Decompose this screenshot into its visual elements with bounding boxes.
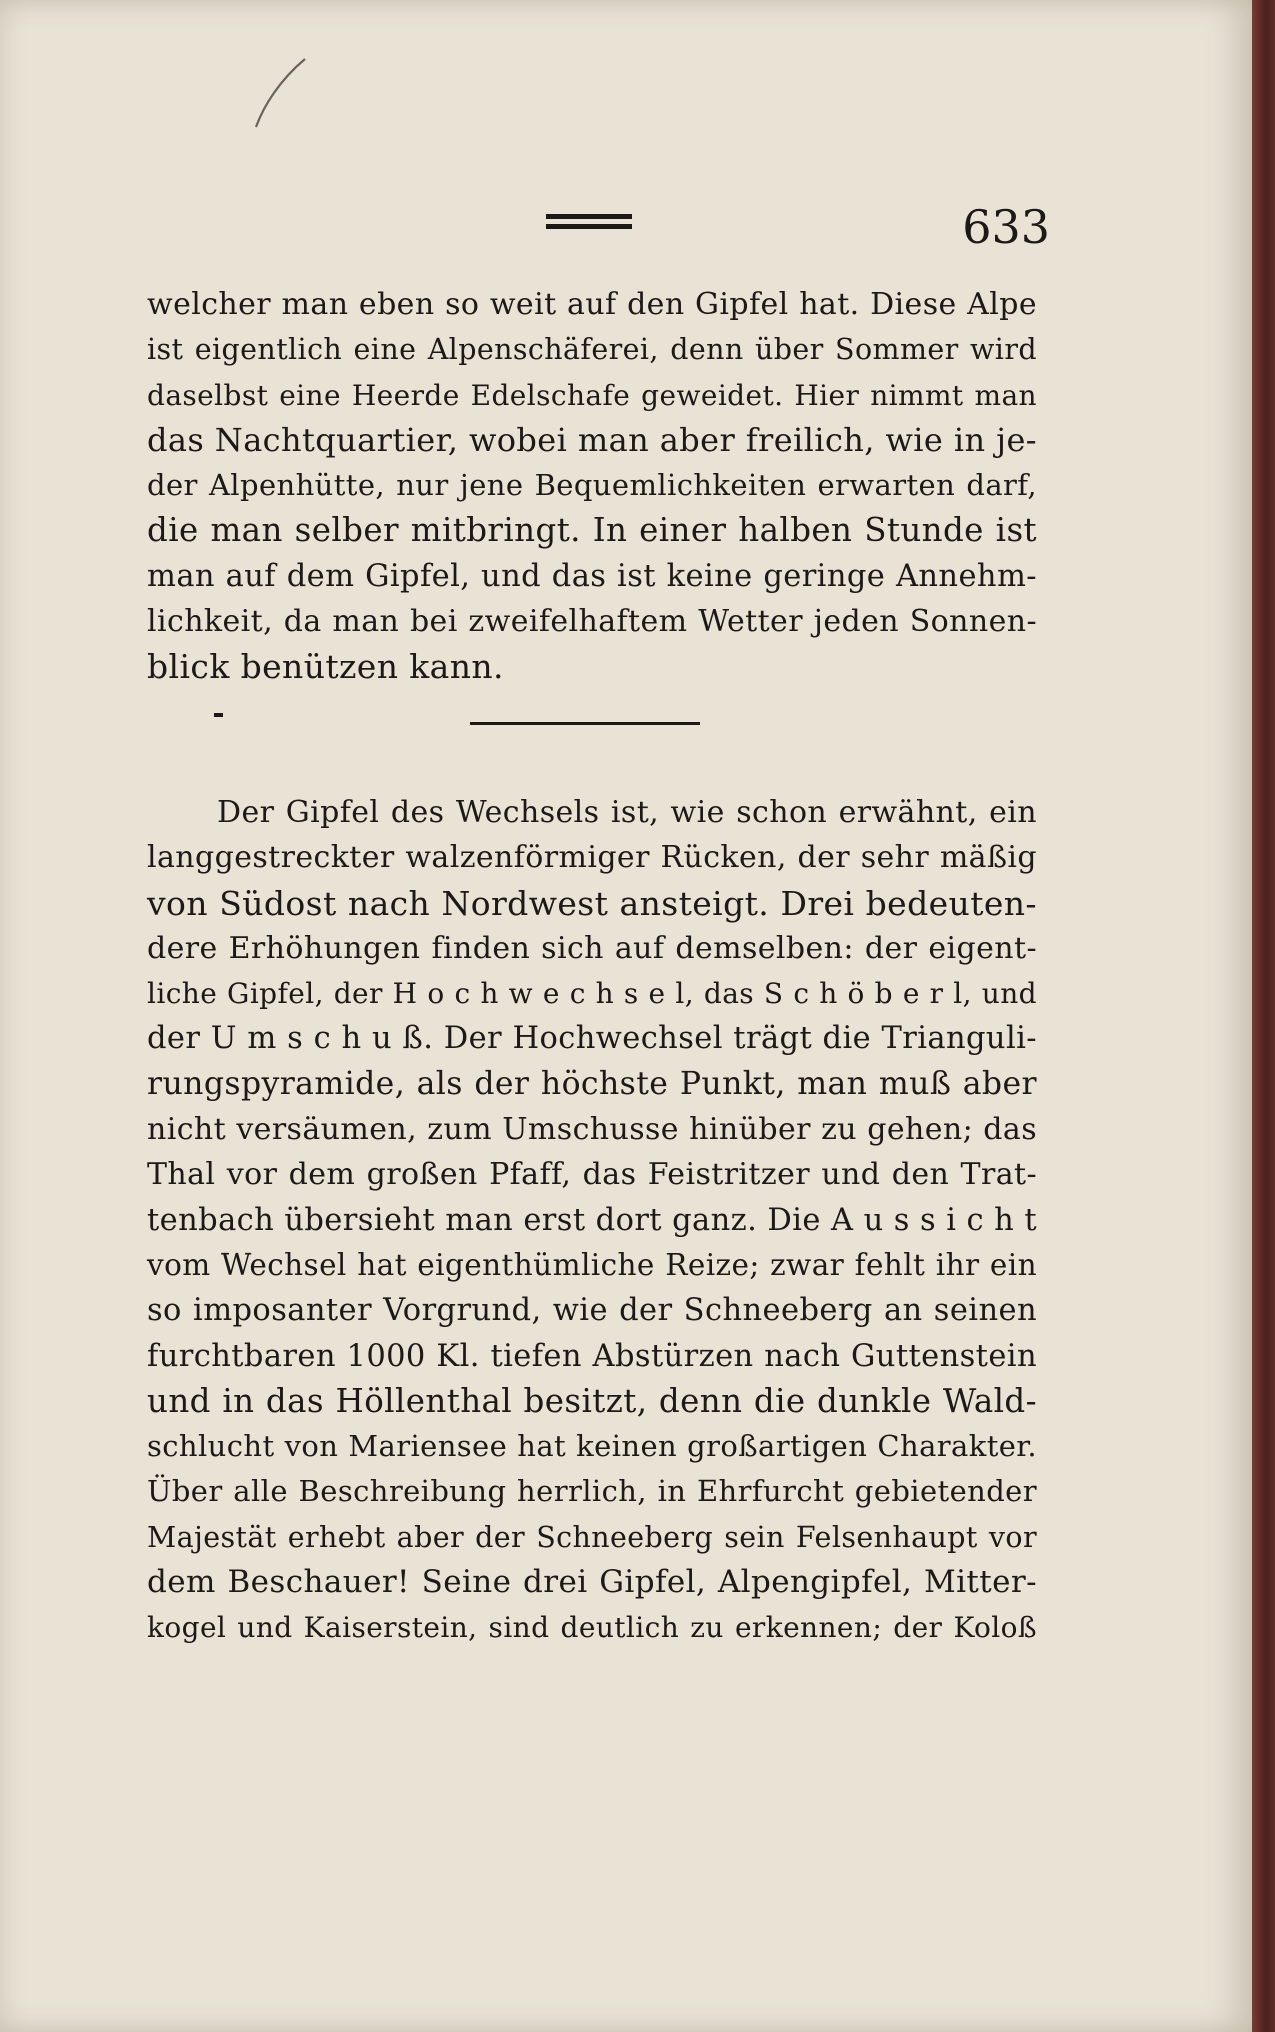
ink-dot bbox=[214, 713, 223, 717]
text-line: blick benützen kann. bbox=[147, 647, 504, 687]
text-line: Thal vor dem großen Pfaff, das Feistritzer und den Trat- bbox=[147, 1157, 1037, 1193]
text-line: nicht versäumen, zum Umschusse hinüber zu gehen; das bbox=[147, 1112, 1037, 1148]
text-line: lichkeit, da man bei zweifelhaftem Wetter jeden Sonnen- bbox=[147, 604, 1037, 640]
text-line: das Nachtquartier, wobei man aber freilich, wie in je- bbox=[147, 420, 1037, 459]
book-binding-edge bbox=[1252, 0, 1275, 2032]
text-line: daselbst eine Heerde Edelschafe geweidet. Hier nimmt man bbox=[147, 378, 1037, 412]
text-line: Der Gipfel des Wechsels ist, wie schon erwähnt, ein bbox=[217, 795, 1037, 830]
text-line: so imposanter Vorgrund, wie der Schneeberg an seinen bbox=[147, 1293, 1037, 1329]
text-line: dere Erhöhungen finden sich auf demselben: der eigent- bbox=[147, 930, 1037, 966]
text-line: rungspyramide, als der höchste Punkt, man muß aber bbox=[147, 1065, 1037, 1102]
text-line: dem Beschauer! Seine drei Gipfel, Alpengipfel, Mitter- bbox=[147, 1564, 1037, 1601]
text-line: ist eigentlich eine Alpenschäferei, denn über Sommer wird bbox=[147, 333, 1037, 367]
section-separator-rule bbox=[470, 722, 700, 725]
text-line: der Alpenhütte, nur jene Bequemlichkeiten erwarten darf, bbox=[147, 468, 1037, 503]
pencil-mark bbox=[250, 55, 310, 130]
text-line: welcher man eben so weit auf den Gipfel hat. Diese Alpe bbox=[147, 287, 1037, 322]
text-line: kogel und Kaiserstein, sind deutlich zu erkennen; der Koloß bbox=[147, 1611, 1037, 1645]
header-ornament-rule bbox=[546, 214, 632, 232]
text-line: tenbach übersieht man erst dort ganz. Die A u s s i c h t bbox=[147, 1202, 1037, 1238]
text-line: liche Gipfel, der H o c h w e c h s e l, das S c h ö b e r l, und bbox=[147, 977, 1037, 1011]
text-line: Majestät erhebt aber der Schneeberg sein Felsenhaupt vor bbox=[147, 1520, 1037, 1554]
text-line: man auf dem Gipfel, und das ist keine geringe Annehm- bbox=[147, 558, 1037, 594]
text-line: der U m s c h u ß. Der Hochwechsel trägt die Trianguli- bbox=[147, 1021, 1037, 1057]
text-line: von Südost nach Nordwest ansteigt. Drei bedeuten- bbox=[147, 883, 1037, 923]
text-line: Über alle Beschreibung herrlich, in Ehrfurcht gebietender bbox=[147, 1474, 1037, 1509]
text-line: furchtbaren 1000 Kl. tiefen Abstürzen nach Guttenstein bbox=[147, 1338, 1037, 1374]
text-line: vom Wechsel hat eigenthümliche Reize; zwar fehlt ihr ein bbox=[147, 1247, 1037, 1282]
text-line: langgestreckter walzenförmiger Rücken, der sehr mäßig bbox=[147, 840, 1037, 876]
text-line: die man selber mitbringt. In einer halben Stunde ist bbox=[147, 511, 1037, 550]
text-line: und in das Höllenthal besitzt, denn die dunkle Wald- bbox=[147, 1381, 1037, 1420]
text-line: schlucht von Mariensee hat keinen großartigen Charakter. bbox=[147, 1429, 1037, 1464]
paragraph-1 bbox=[147, 282, 1037, 690]
paragraph-2 bbox=[147, 790, 1037, 1651]
page-number: 633 bbox=[962, 200, 1050, 254]
